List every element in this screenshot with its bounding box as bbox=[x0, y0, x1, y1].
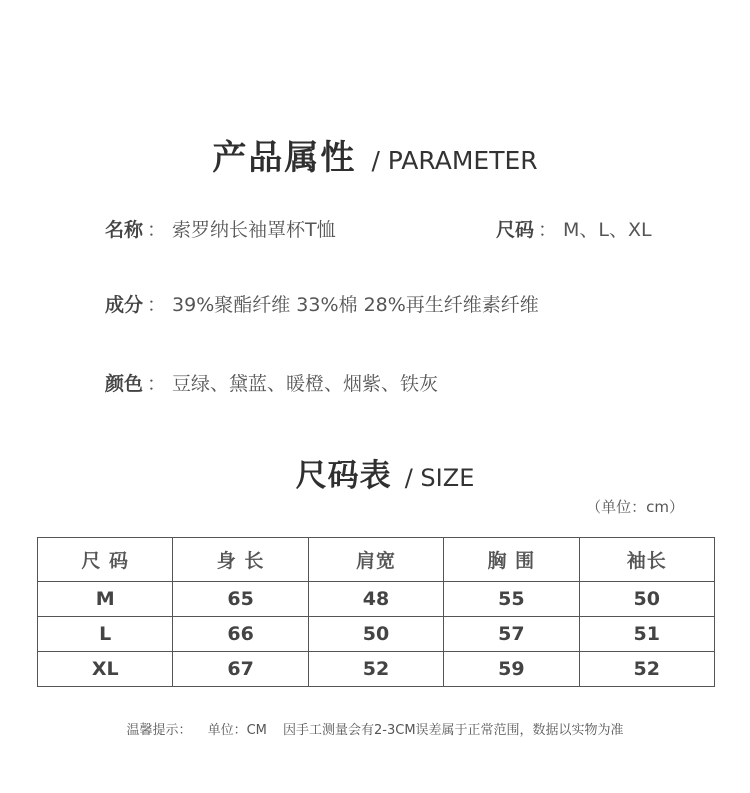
table-row bbox=[38, 652, 715, 687]
attribute-name-value: 索罗纳长袖罩杯T恤 bbox=[172, 219, 336, 241]
table-cell: 55 bbox=[444, 582, 579, 617]
table-cell: 52 bbox=[308, 652, 443, 687]
table-cell: 66 bbox=[173, 617, 308, 652]
attribute-name-colon: ： bbox=[147, 219, 167, 241]
attribute-material-colon: ： bbox=[147, 294, 167, 316]
attribute-size bbox=[496, 215, 652, 242]
header-sleeve: 袖长 bbox=[579, 538, 714, 582]
product-attributes-subtitle: / PARAMETER bbox=[371, 146, 538, 175]
attribute-name-label: 名称 bbox=[105, 219, 144, 241]
tip-text: 因手工测量会有2-3CM误差属于正常范围，数据以实物为准 bbox=[283, 723, 624, 738]
attribute-size-label: 尺码 bbox=[496, 219, 535, 241]
header-body-length: 身 长 bbox=[173, 538, 308, 582]
measurement-tip bbox=[0, 719, 750, 738]
attribute-color-label: 颜色 bbox=[105, 373, 144, 395]
table-cell: 52 bbox=[579, 652, 714, 687]
tip-unit: 单位：CM bbox=[207, 723, 267, 738]
size-table bbox=[37, 537, 715, 687]
attribute-name bbox=[105, 215, 336, 242]
header-shoulder: 肩宽 bbox=[308, 538, 443, 582]
table-cell: 51 bbox=[579, 617, 714, 652]
table-row bbox=[38, 617, 715, 652]
size-chart-heading bbox=[10, 450, 750, 495]
table-header-row bbox=[38, 538, 715, 582]
unit-note: （单位：cm） bbox=[586, 498, 684, 516]
attribute-material-label: 成分 bbox=[105, 294, 144, 316]
table-cell: 67 bbox=[173, 652, 308, 687]
header-size: 尺 码 bbox=[38, 538, 173, 582]
size-chart-title: 尺码表 bbox=[295, 458, 392, 494]
table-cell: 48 bbox=[308, 582, 443, 617]
table-cell: 65 bbox=[173, 582, 308, 617]
attribute-color-colon: ： bbox=[147, 373, 167, 395]
size-chart-subtitle: / SIZE bbox=[404, 464, 475, 492]
product-attributes-heading bbox=[0, 130, 750, 179]
attribute-material bbox=[105, 290, 539, 317]
table-row bbox=[38, 582, 715, 617]
table-cell: 50 bbox=[308, 617, 443, 652]
product-attributes-title: 产品属性 bbox=[212, 138, 357, 178]
attribute-color bbox=[105, 369, 438, 396]
attribute-material-value: 39%聚酯纤维 33%棉 28%再生纤维素纤维 bbox=[172, 294, 539, 316]
header-chest: 胸 围 bbox=[444, 538, 579, 582]
attribute-color-value: 豆绿、黛蓝、暖橙、烟紫、铁灰 bbox=[172, 373, 439, 395]
attribute-size-colon: ： bbox=[538, 219, 558, 241]
table-cell: XL bbox=[38, 652, 173, 687]
table-cell: M bbox=[38, 582, 173, 617]
table-cell: 59 bbox=[444, 652, 579, 687]
tip-prefix: 温馨提示： bbox=[126, 723, 192, 738]
table-cell: 57 bbox=[444, 617, 579, 652]
table-cell: 50 bbox=[579, 582, 714, 617]
attribute-size-value: M、L、XL bbox=[563, 219, 652, 241]
table-cell: L bbox=[38, 617, 173, 652]
